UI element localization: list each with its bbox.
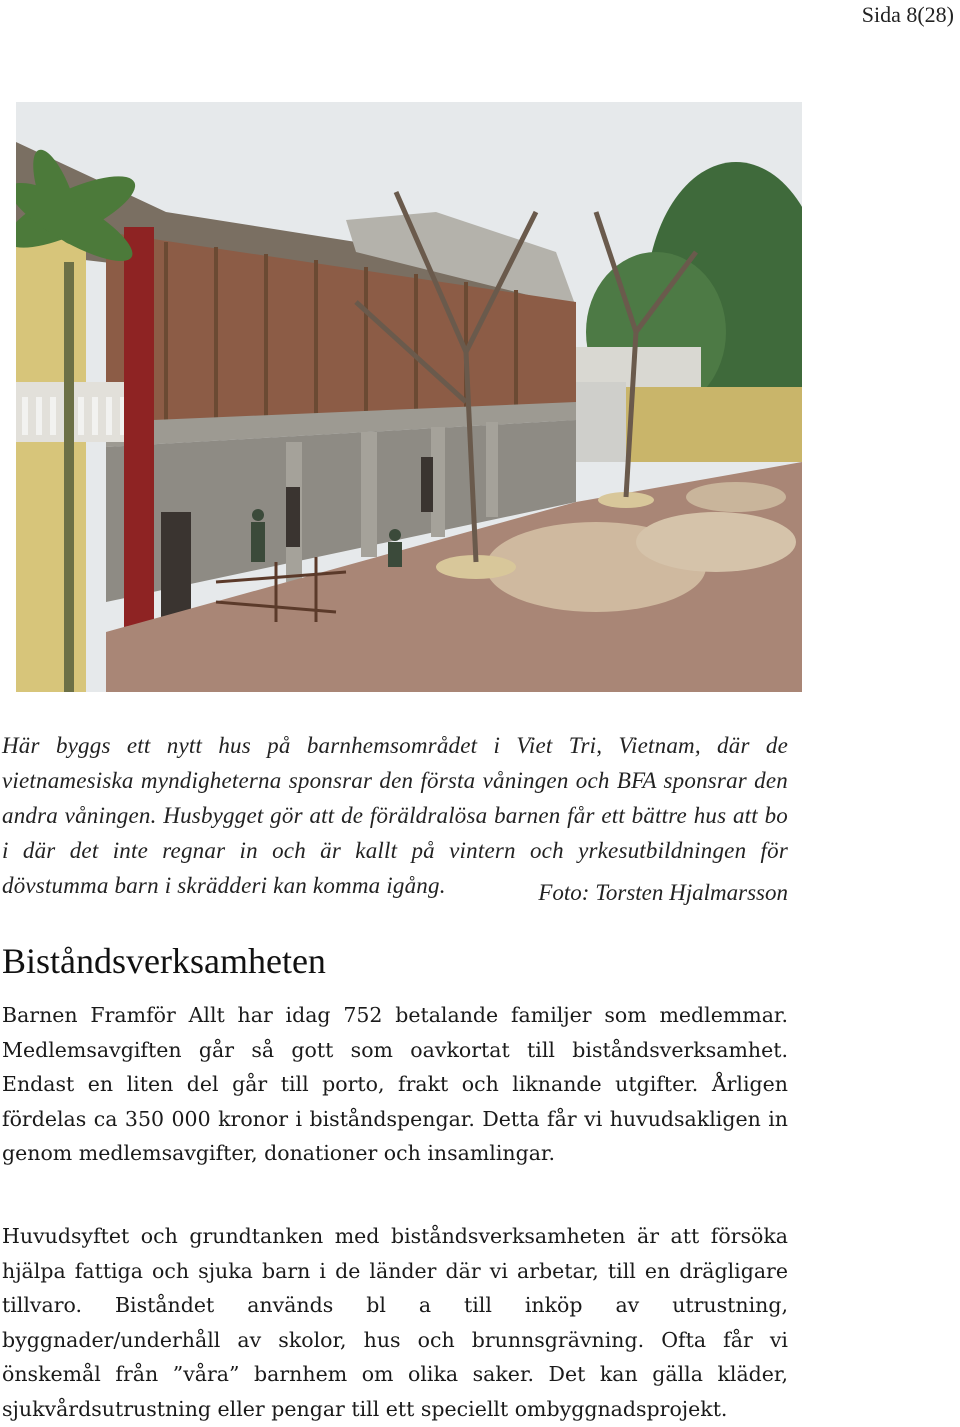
page-number: Sida 8(28) xyxy=(861,2,954,27)
section-heading: Biståndsverksamheten xyxy=(2,941,326,981)
body-paragraph: Barnen Framför Allt har idag 752 betalande familjer som medlemmar. Medlemsavgiften går så gott som oavkortat till biståndsverksamhet. Endast en liten del går till porto, frakt och liknande utgifter. Årligen fördelas ca 350 000 kronor i biståndspengar. Detta får vi huvudsakligen in genom medlemsavgifter, donationer och insamlingar. xyxy=(2,1003,788,1166)
construction-photo-illustration xyxy=(16,102,802,692)
photo-caption: Här byggs ett nytt hus på barnhemsområdet i Viet Tri, Vietnam, där de vietnamesiska myndigheterna sponsrar den första våningen och BFA sponsrar den andra våningen. Husbygget gör att de föräldralösa barnen får ett bättre hus att bo i där det inte regnar in och är kallt på vintern och yrkesutbildningen för dövstumma barn i skrädderi kan komma igång. xyxy=(2,733,788,898)
construction-photo xyxy=(16,102,802,692)
body-paragraph: Huvudsyftet och grundtanken med biståndsverksamheten är att försöka hjälpa fattiga och sjuka barn i de länder där vi arbetar, till en drägligare tillvaro. Biståndet används bl a till inköp av utrustning, byggnader/underhåll av skolor, hus och brunnsgrävning. Ofta får vi önskemål från ”våra” barnhem om olika saker. Det kan gälla kläder, sjukvårdsutrustning eller pengar till ett speciellt ombyggnadsprojekt. xyxy=(2,1224,788,1421)
photo-credit: Foto: Torsten Hjalmarsson xyxy=(538,880,788,905)
